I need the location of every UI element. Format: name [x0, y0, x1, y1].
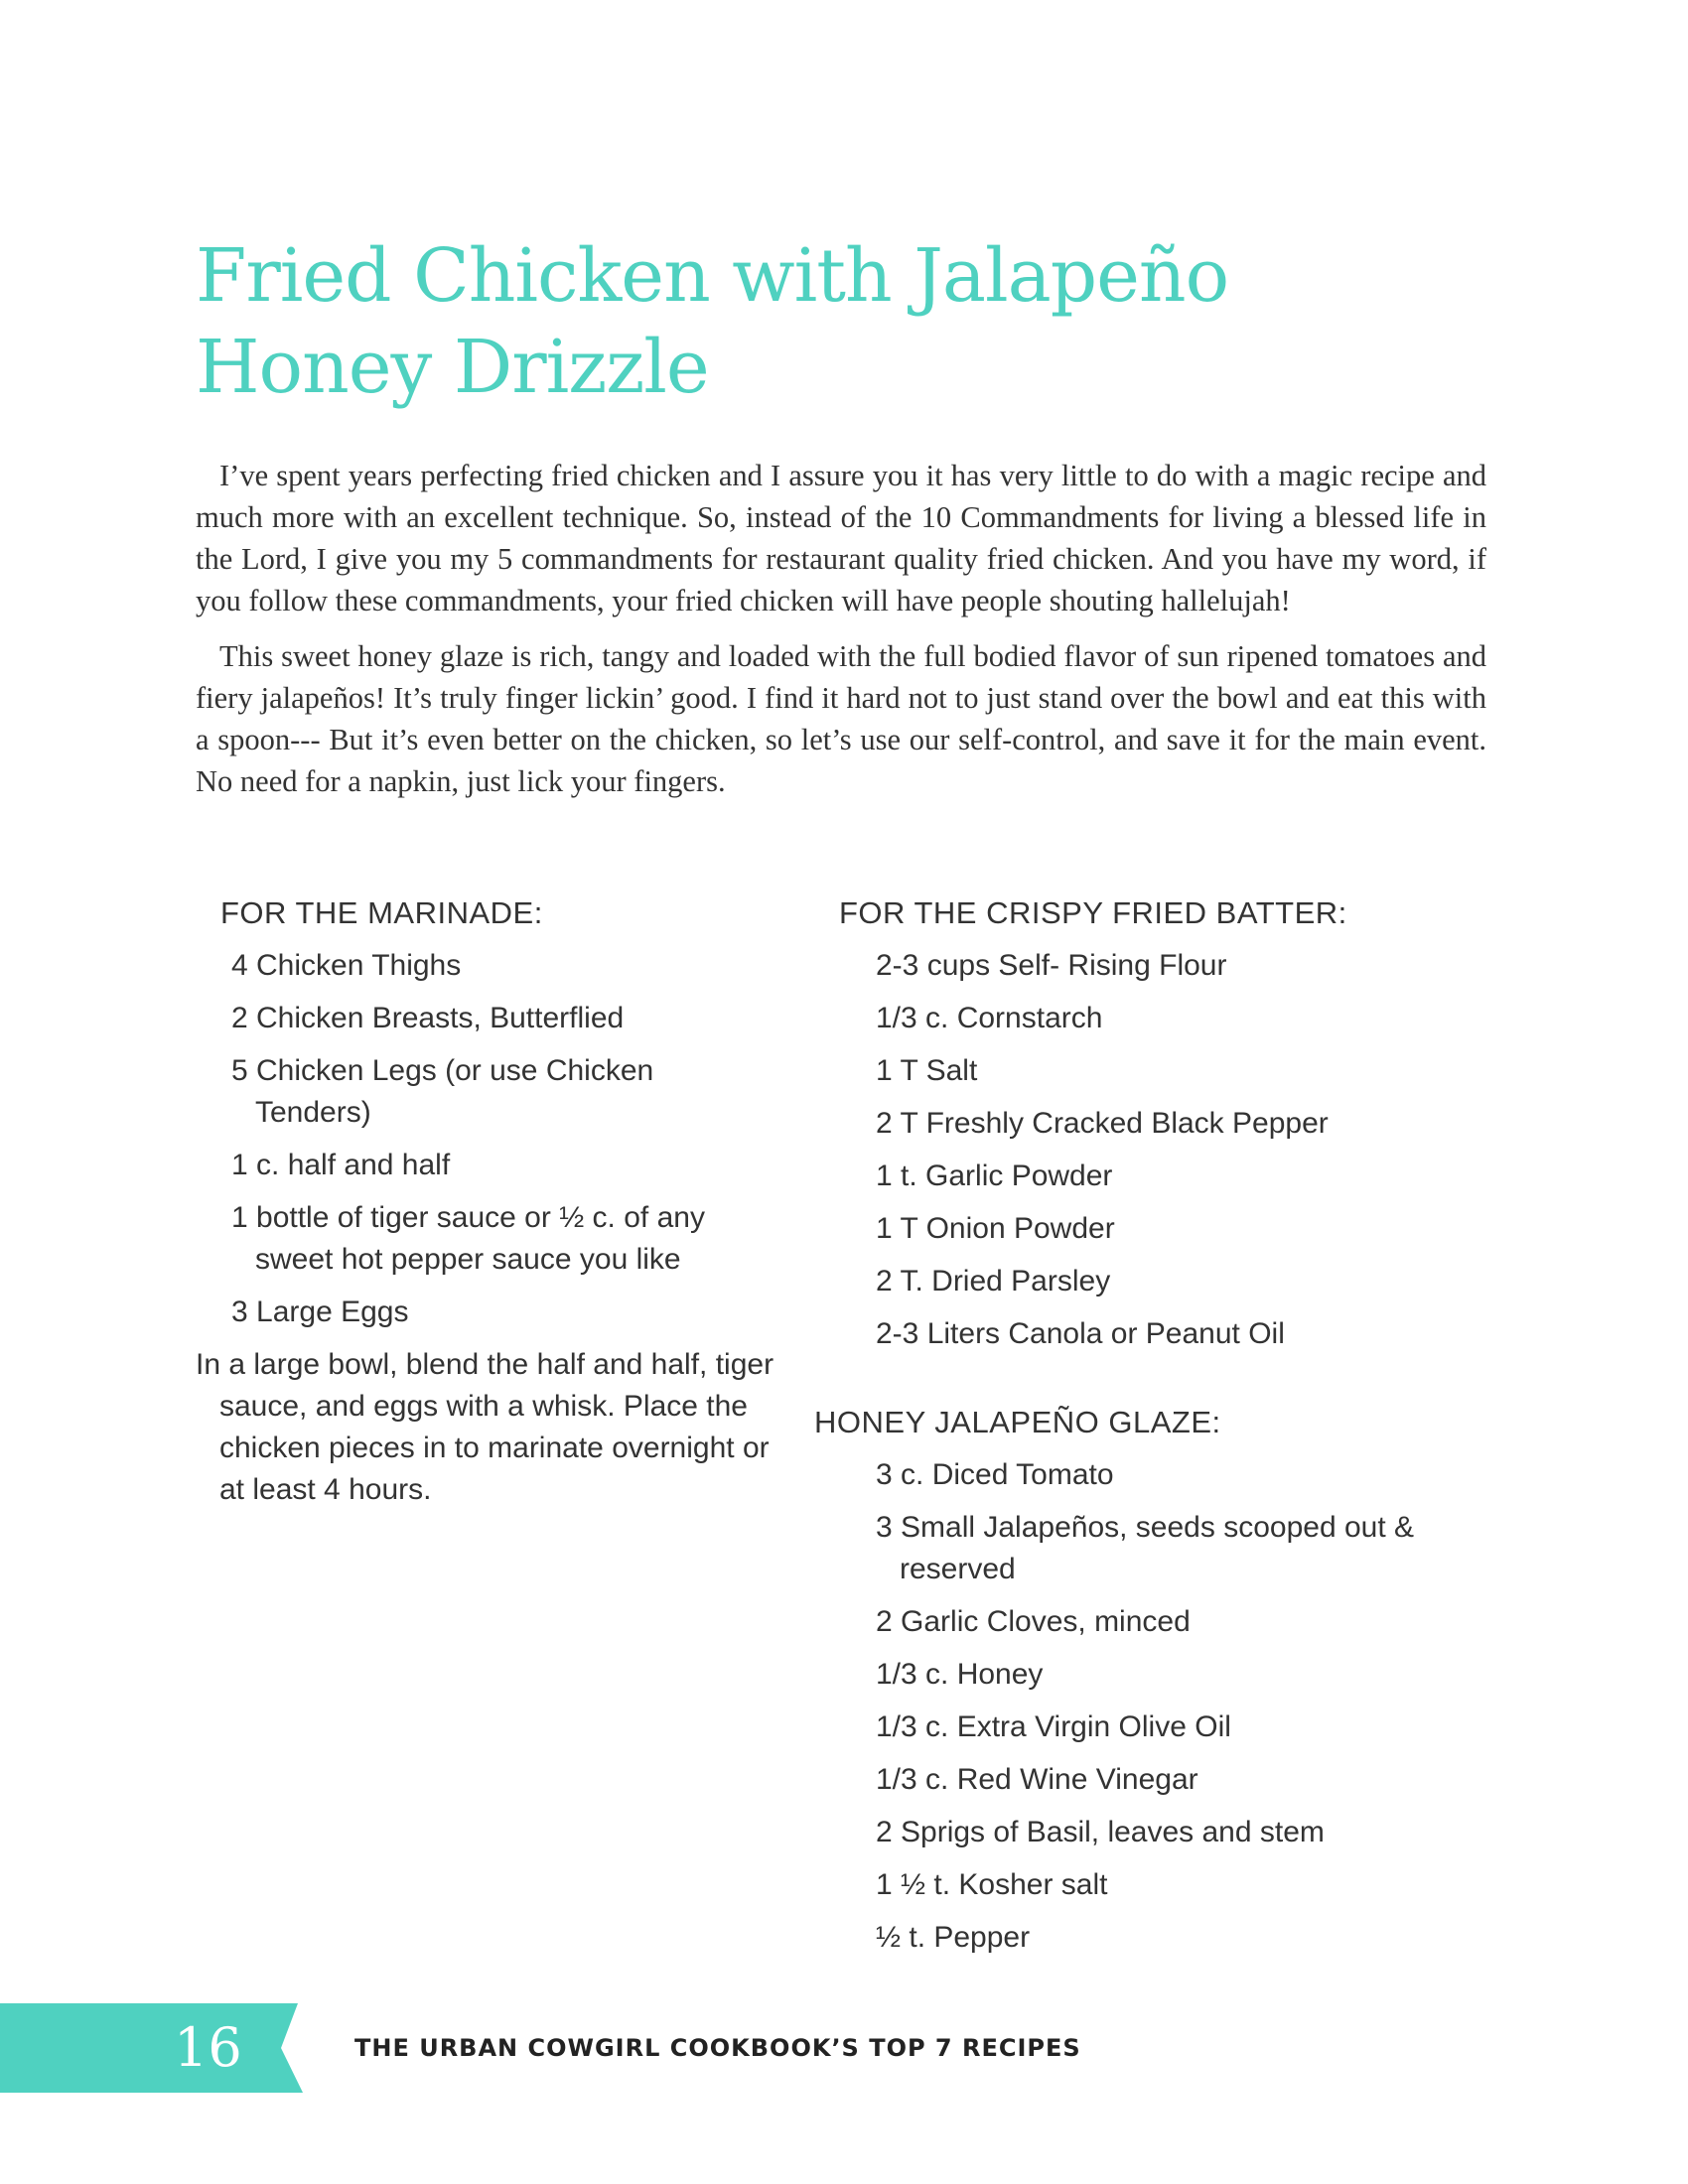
ingredient-item: 5 Chicken Legs (or use Chicken Tenders)	[231, 1054, 654, 1129]
ingredient-item: 2 Chicken Breasts, Butterflied	[231, 1002, 625, 1034]
batter-heading: FOR THE CRISPY FRIED BATTER:	[839, 895, 1347, 930]
marinade-ingredient-list	[196, 945, 791, 1333]
ingredient-item: 2-3 cups Self- Rising Flour	[876, 949, 1227, 982]
ingredient-item: 1 t. Garlic Powder	[876, 1160, 1113, 1192]
page-number-tab-shape	[0, 2003, 303, 2093]
running-footer-title: THE URBAN COWGIRL COOKBOOK’S TOP 7 RECIPES	[354, 2034, 1081, 2062]
ingredient-item: 1 ½ t. Kosher salt	[876, 1868, 1108, 1901]
intro-text	[196, 455, 1486, 816]
ingredient-item: 1 c. half and half	[231, 1149, 451, 1181]
ingredient-item: 1/3 c. Honey	[876, 1658, 1044, 1691]
ingredient-item: 1/3 c. Red Wine Vinegar	[876, 1763, 1198, 1796]
batter-ingredient-list	[814, 945, 1509, 1355]
ingredient-item: 3 Large Eggs	[231, 1296, 409, 1328]
marinade-method: In a large bowl, blend the half and half, tiger sauce, and eggs with a whisk. Place the chicken pieces in to marinate overnight or at least 4 hours.	[196, 1348, 774, 1506]
intro-paragraph-1: I’ve spent years perfecting fried chicken and I assure you it has very little to do with a magic recipe and much more with an excellent technique. So, instead of the 10 Commandments for living a blessed life in the Lord, I give you my 5 commandments for restaurant quality fried chicken. And you have my word, if you follow these commandments, your fried chicken will have people shouting hallelujah!	[196, 459, 1486, 617]
ingredient-item: 2 Sprigs of Basil, leaves and stem	[876, 1816, 1325, 1848]
glaze-ingredient-list	[814, 1454, 1509, 1959]
intro-paragraph-2: This sweet honey glaze is rich, tangy and loaded with the full bodied flavor of sun ripened tomatoes and fiery jalapeños! It’s truly finger lickin’ good. I find it hard not to just stand over the bowl and eat this with a spoon--- But it’s even better on the chicken, so let’s use our self-control, and save it for the main event. No need for a napkin, just lick your fingers.	[196, 639, 1486, 798]
recipe-title	[196, 230, 1486, 413]
marinade-heading: FOR THE MARINADE:	[220, 895, 543, 930]
ingredient-item: 2 T Freshly Cracked Black Pepper	[876, 1107, 1329, 1140]
ingredient-item: 4 Chicken Thighs	[231, 949, 462, 982]
glaze-heading: HONEY JALAPEÑO GLAZE:	[814, 1405, 1221, 1439]
ingredient-item: 1/3 c. Cornstarch	[876, 1002, 1103, 1034]
marinade-section	[196, 893, 791, 1511]
recipe-title-line-1: Fried Chicken with Jalapeño	[196, 233, 1229, 319]
ingredient-item: 3 Small Jalapeños, seeds scooped out & reserved	[876, 1511, 1415, 1585]
page-number-tab	[0, 2003, 303, 2093]
ingredient-item: 1/3 c. Extra Virgin Olive Oil	[876, 1710, 1231, 1743]
ingredient-item: 3 c. Diced Tomato	[876, 1458, 1114, 1491]
recipe-title-line-2: Honey Drizzle	[196, 325, 709, 410]
ingredient-item: 1 bottle of tiger sauce or ½ c. of any sweet hot pepper sauce you like	[231, 1201, 705, 1276]
ingredient-item: ½ t. Pepper	[876, 1921, 1031, 1954]
ingredient-item: 2 T. Dried Parsley	[876, 1265, 1111, 1297]
ingredient-item: 1 T Onion Powder	[876, 1212, 1115, 1245]
page-number: 16	[174, 2016, 242, 2079]
batter-and-glaze-section	[814, 893, 1509, 1970]
ingredient-item: 1 T Salt	[876, 1054, 978, 1087]
ingredient-item: 2 Garlic Cloves, minced	[876, 1605, 1191, 1638]
ingredient-item: 2-3 Liters Canola or Peanut Oil	[876, 1317, 1285, 1350]
